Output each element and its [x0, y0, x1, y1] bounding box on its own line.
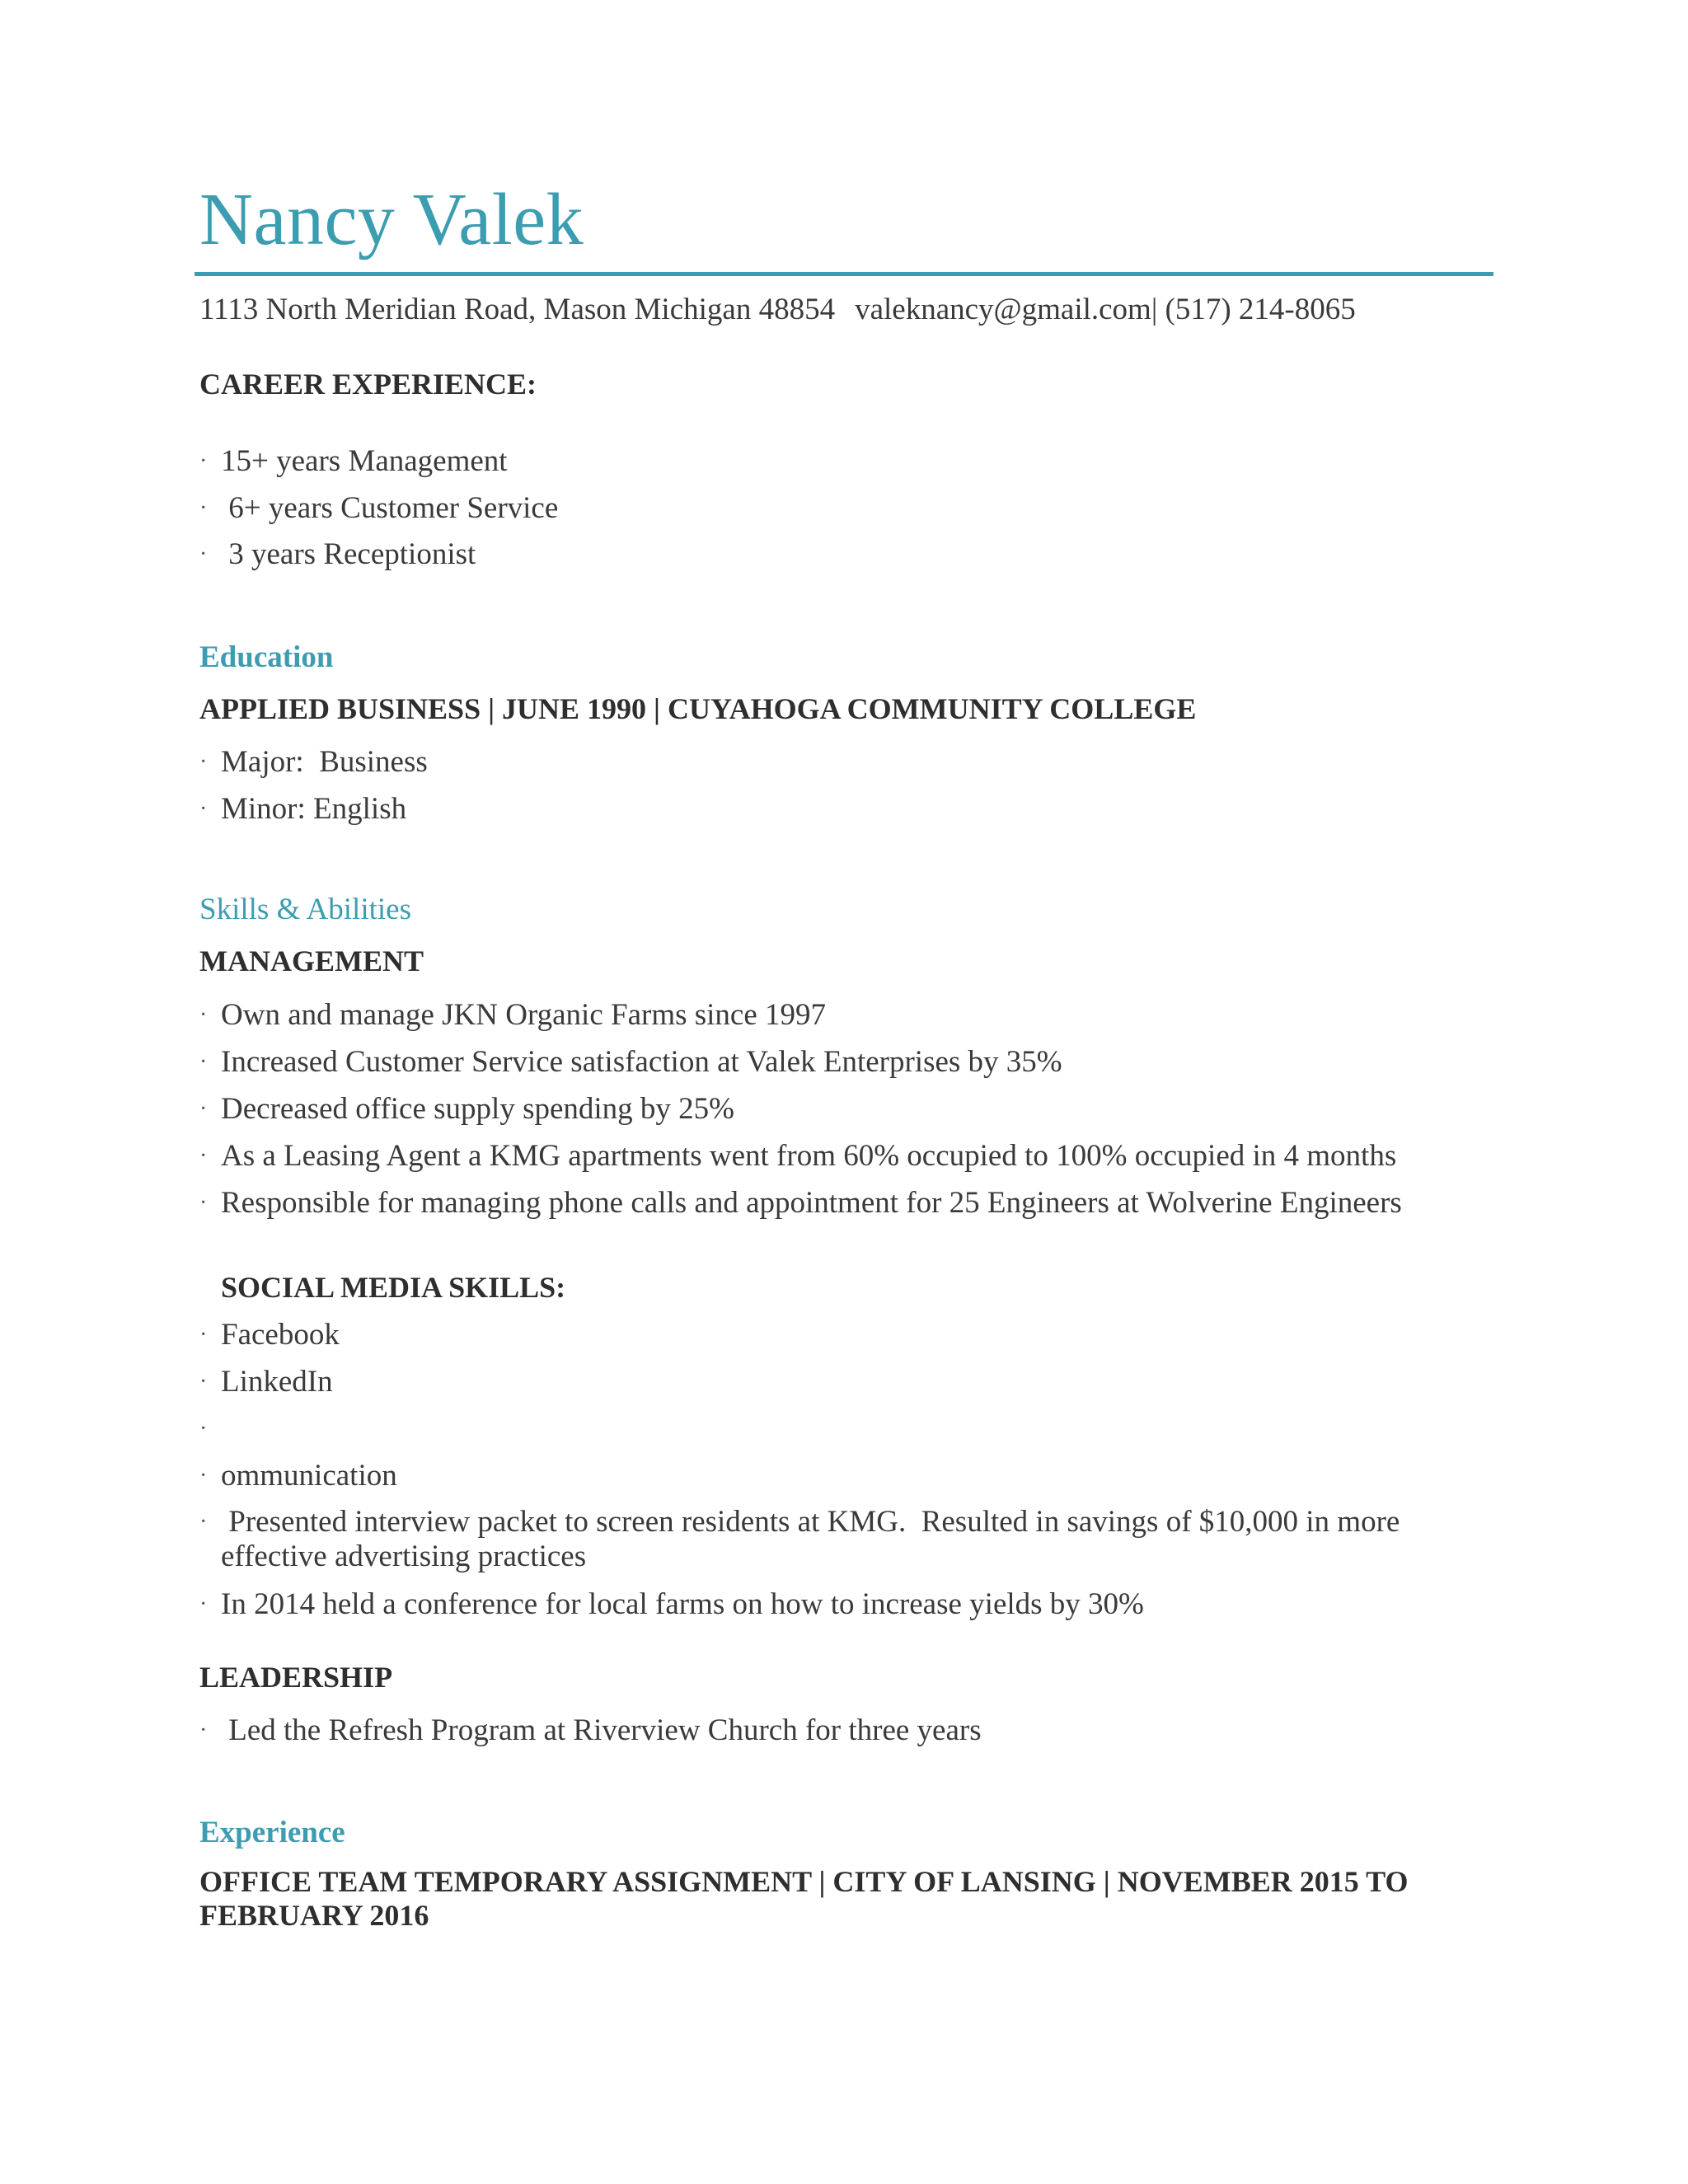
- list-item: · ommunication: [199, 1459, 397, 1493]
- name-divider: [195, 272, 1493, 276]
- career-heading: CAREER EXPERIENCE:: [199, 368, 537, 401]
- education-heading: Education: [199, 640, 334, 674]
- contact-line: [199, 290, 1356, 330]
- skills-section: [199, 890, 1495, 930]
- list-item: · Facebook: [199, 1318, 340, 1352]
- education-list: [199, 738, 1495, 832]
- management-list: [199, 991, 1495, 1226]
- leadership-heading-wrap: [199, 1658, 1495, 1696]
- contact-separator: |: [1151, 293, 1158, 326]
- leadership-list: [199, 1707, 1495, 1754]
- skills-heading: Skills & Abilities: [199, 893, 411, 926]
- experience-section: [199, 1813, 1495, 1853]
- address: 1113 North Meridian Road, Mason Michigan 48854: [199, 293, 836, 326]
- list-item: · Minor: English: [199, 792, 407, 826]
- management-heading-wrap: [199, 942, 1495, 980]
- education-section: [199, 638, 1495, 677]
- education-degree: APPLIED BUSINESS | JUNE 1990 | CUYAHOGA COMMUNITY COLLEGE: [199, 692, 1197, 725]
- list-item: · Presented interview packet to screen residents at KMG. Resulted in savings of $10,000 in more effective advertising practices: [199, 1505, 1408, 1573]
- career-section: [199, 365, 1495, 403]
- experience-heading: Experience: [199, 1816, 345, 1849]
- list-item: · Decreased office supply spending by 25%: [199, 1092, 735, 1126]
- list-item: ·: [199, 1416, 208, 1441]
- leadership-list-wrap: [199, 1707, 1495, 1754]
- list-item: · Responsible for managing phone calls and appointment for 25 Engineers at Wolverine Engineers: [199, 1186, 1402, 1220]
- list-item: · 15+ years Management: [199, 444, 508, 478]
- list-item: · 6+ years Customer Service: [199, 491, 559, 525]
- social-list: [199, 1311, 1495, 1628]
- list-item: · In 2014 held a conference for local farms on how to increase yields by 30%: [199, 1587, 1144, 1621]
- list-item: · Led the Refresh Program at Riverview Church for three years: [199, 1713, 982, 1747]
- experience-role: OFFICE TEAM TEMPORARY ASSIGNMENT | CITY OF LANSING | NOVEMBER 2015 TO FEBRUARY 2016: [199, 1865, 1409, 1932]
- career-list: [199, 438, 1495, 578]
- list-item: · Major: Business: [199, 745, 428, 779]
- email: valeknancy@gmail.com: [855, 293, 1151, 326]
- list-item: · As a Leasing Agent a KMG apartments went from 60% occupied to 100% occupied in 4 months: [199, 1139, 1397, 1173]
- list-item: · Own and manage JKN Organic Farms since 1997: [199, 998, 827, 1032]
- social-media-heading: SOCIAL MEDIA SKILLS:: [221, 1271, 566, 1304]
- education-list-wrap: [199, 738, 1495, 832]
- phone: (517) 214-8065: [1165, 293, 1356, 326]
- career-list-wrap: [199, 438, 1495, 578]
- leadership-heading: LEADERSHIP: [199, 1661, 393, 1694]
- education-degree-wrap: [199, 690, 1495, 728]
- list-item: · 3 years Receptionist: [199, 537, 476, 571]
- management-heading: MANAGEMENT: [199, 944, 424, 977]
- management-list-wrap: [199, 991, 1495, 1226]
- list-item: · LinkedIn: [199, 1365, 333, 1399]
- experience-role-wrap: [199, 1865, 1495, 1933]
- list-item: · Increased Customer Service satisfaction at Valek Enterprises by 35%: [199, 1045, 1062, 1079]
- social-heading-wrap: [199, 1268, 1495, 1306]
- resume-name: Nancy Valek: [199, 179, 584, 260]
- social-list-wrap: [199, 1311, 1495, 1628]
